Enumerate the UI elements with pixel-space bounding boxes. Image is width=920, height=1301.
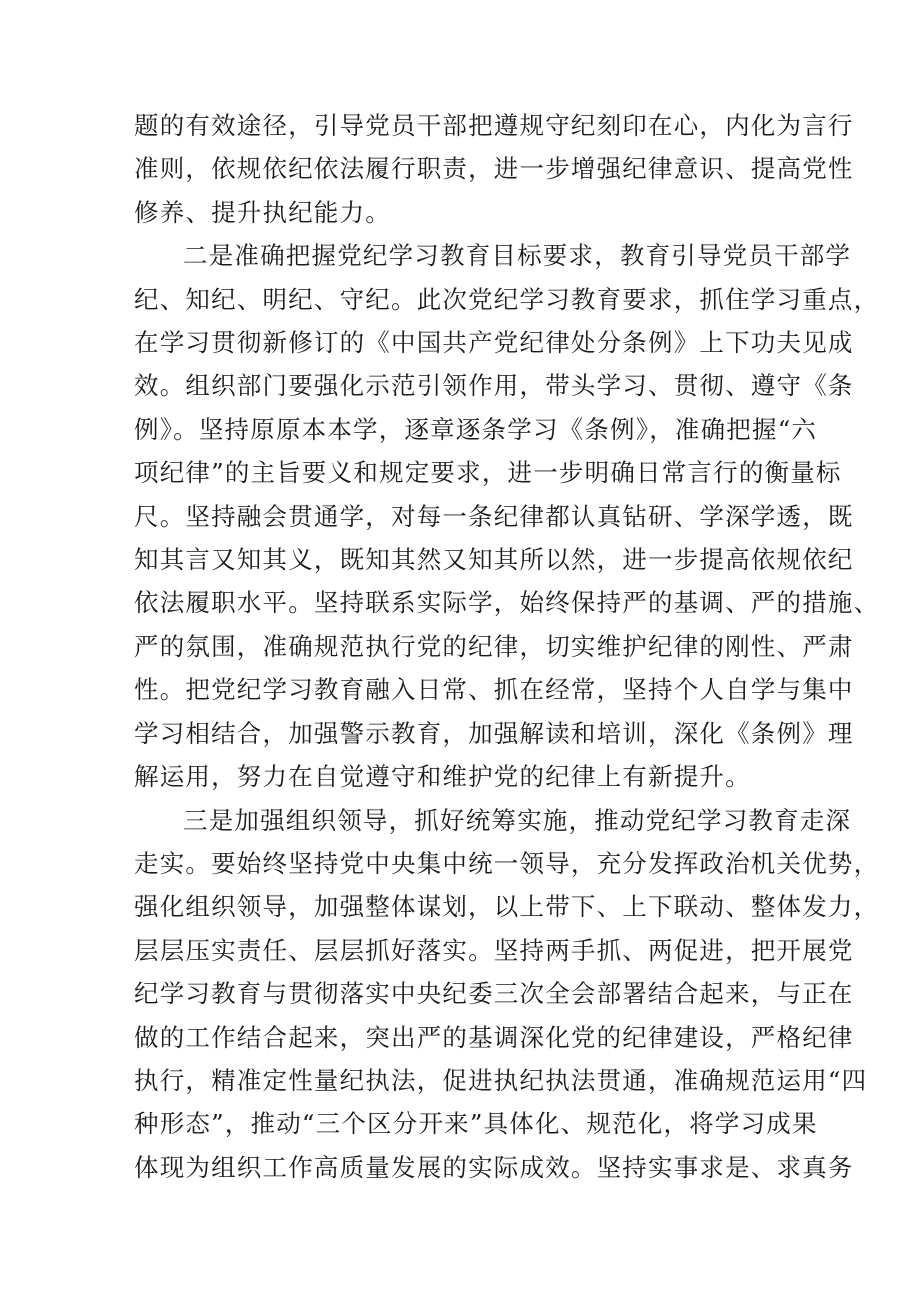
text-line: 做的工作结合起来，突出严的基调深化党的纪律建设，严格纪律 [134, 1022, 854, 1052]
text-line: 二是准确把握党纪学习教育目标要求，教育引导党员干部学 [183, 241, 852, 271]
text-line: 在学习贯彻新修订的《中国共产党纪律处分条例》上下功夫见成 [134, 328, 854, 358]
text-line: 题的有效途径，引导党员干部把遵规守纪刻印在心，内化为言行 [134, 111, 854, 140]
text-line: 尺。坚持融会贯通学，对每一条纪律都认真钻研、学深学透，既 [134, 501, 854, 531]
body-text [134, 104, 880, 1189]
text-line: 准则，依规依纪依法履行职责，进一步增强纪律意识、提高党性 [134, 154, 854, 184]
text-line: 解运用，努力在自觉遵守和维护党的纪律上有新提升。 [134, 762, 751, 792]
text-line: 项纪律”的主旨要义和规定要求，进一步明确日常言行的衡量标 [134, 458, 842, 488]
paragraph-2 [134, 234, 880, 798]
text-line: 学习相结合，加强警示教育，加强解读和培训，深化《条例》理 [134, 718, 854, 748]
text-line: 例》。坚持原原本本学，逐章逐条学习《条例》，准确把握“六 [134, 414, 818, 444]
text-line: 纪、知纪、明纪、守纪。此次党纪学习教育要求，抓住学习重点， [134, 284, 880, 314]
paragraph-1 [134, 104, 854, 234]
text-line: 执行，精准定性量纪执法，促进执纪执法贯通，准确规范运用“四 [134, 1065, 868, 1095]
text-line: 依法履职水平。坚持联系实际学，始终保持严的基调、严的措施、 [134, 588, 880, 618]
text-line: 体现为组织工作高质量发展的实际成效。坚持实事求是、求真务 [134, 1152, 854, 1182]
text-line: 效。组织部门要强化示范引领作用，带头学习、贯彻、遵守《条 [134, 371, 854, 401]
paragraph-3 [134, 799, 880, 1190]
text-line: 知其言又知其义，既知其然又知其所以然，进一步提高依规依纪 [134, 545, 854, 575]
text-line: 种形态”，推动“三个区分开来”具体化、规范化，将学习成果 [134, 1109, 818, 1139]
text-line: 层层压实责任、层层抓好落实。坚持两手抓、两促进，把开展党 [134, 935, 854, 965]
text-line: 纪学习教育与贯彻落实中央纪委三次全会部署结合起来，与正在 [134, 979, 854, 1009]
text-line: 修养、提升执纪能力。 [134, 197, 391, 227]
text-line: 强化组织领导，加强整体谋划，以上带下、上下联动、整体发力， [134, 892, 880, 922]
text-line: 走实。要始终坚持党中央集中统一领导，充分发挥政治机关优势， [134, 848, 880, 878]
text-line: 三是加强组织领导，抓好统筹实施，推动党纪学习教育走深 [183, 805, 852, 835]
text-line: 严的氛围，准确规范执行党的纪律，切实维护纪律的刚性、严肃 [134, 631, 854, 661]
text-line: 性。把党纪学习教育融入日常、抓在经常，坚持个人自学与集中 [134, 675, 854, 705]
